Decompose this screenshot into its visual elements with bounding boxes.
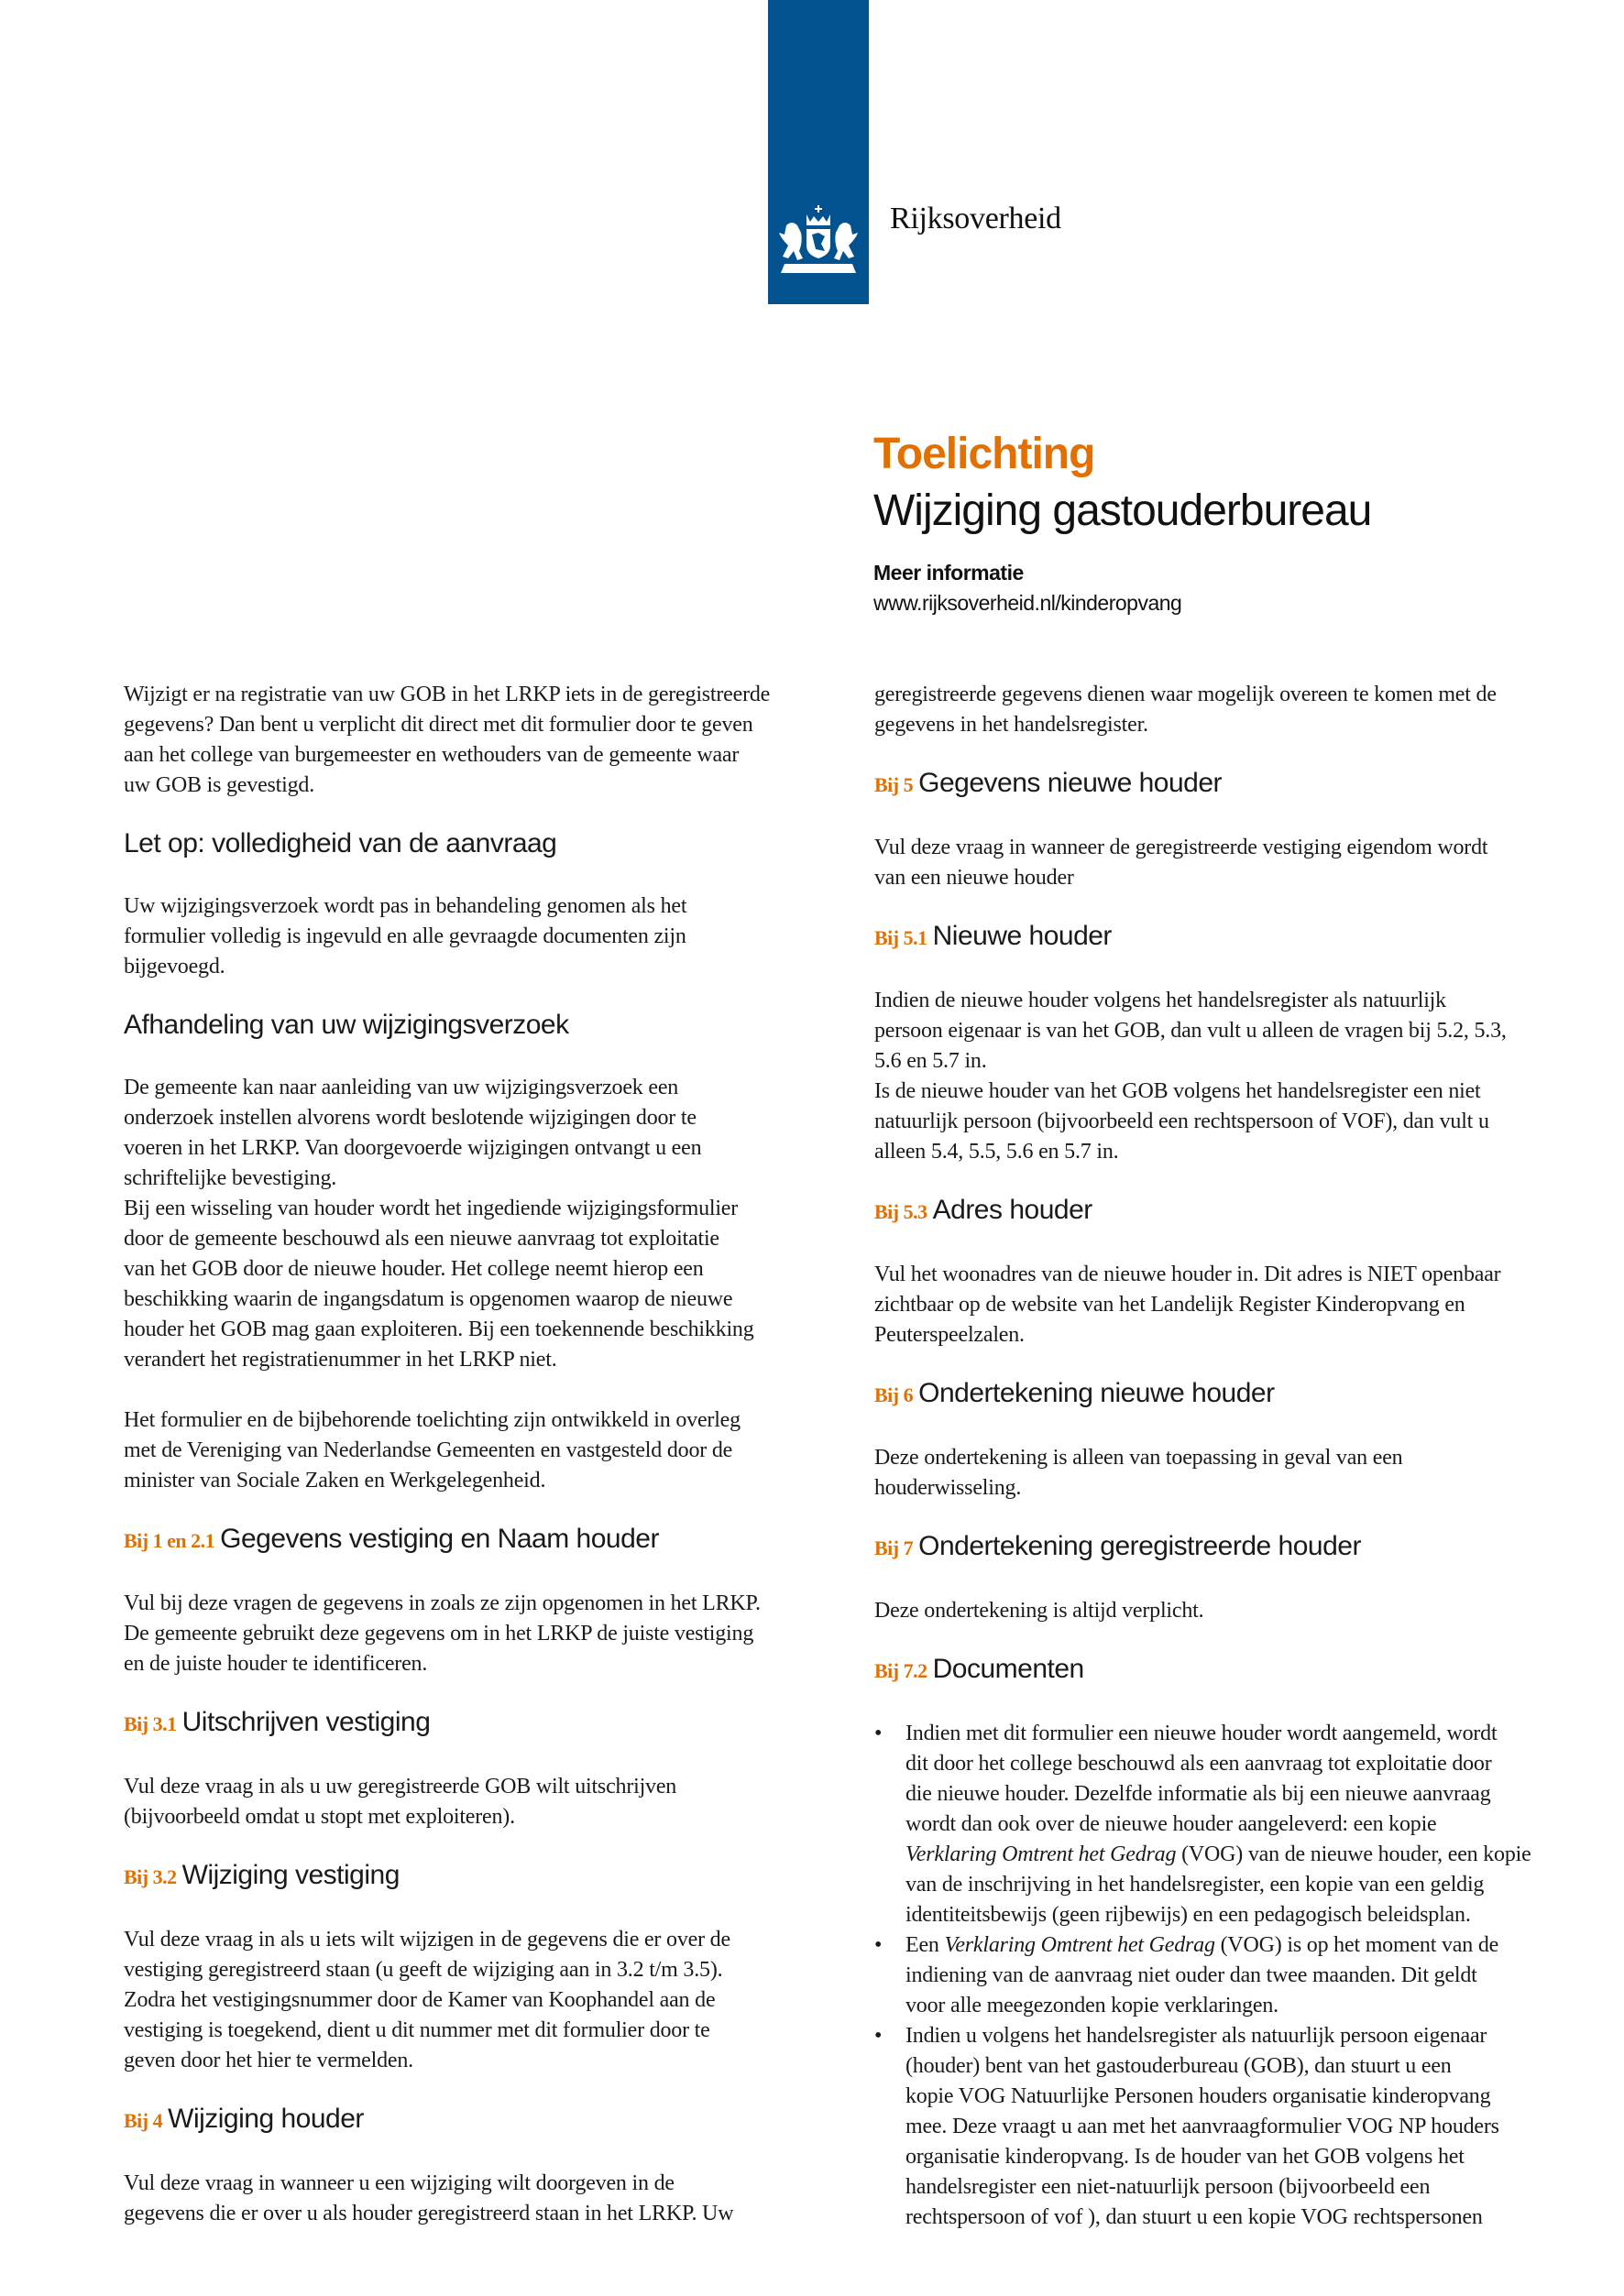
heading-let-op: Let op: volledigheid van de aanvraag: [124, 828, 557, 858]
section-title: Documenten: [932, 1654, 1084, 1684]
list-item-text: (VOG) van de nieuwe houder, een kopie van de inschrijving in het handelsregister, een kopie van een geldig identiteitsbewijs (geen rijbewijs) en een pedagogisch beleidsplan.: [905, 1842, 1531, 1927]
section-title: Ondertekening nieuwe houder: [918, 1378, 1275, 1408]
heading-bij-7: [874, 1526, 1608, 1569]
section-ref: Bij 1 en 2.1: [124, 1529, 215, 1552]
section-text: Vul deze vraag in wanneer u een wijziging wilt doorgeven in de gegevens die er over u als houder geregistreerd staan in het LRKP. Uw: [124, 2171, 734, 2225]
list-item-text: Indien met dit formulier een nieuwe houder wordt aangemeld, wordt dit door het college beschouwd als een aanvraag tot exploitatie door die nieuwe houder. Dezelfde informatie als bij een nieuwe aanvraag wordt dan ook over de nieuwe houder aangeleverd: een kopie: [905, 1722, 1498, 1836]
section-ref: Bij 3.1: [124, 1712, 177, 1735]
section-title: Wijziging houder: [168, 2104, 364, 2134]
right-column: [874, 680, 1608, 2233]
section-ref: Bij 4: [124, 2109, 163, 2132]
section-text: Vul deze vraag in wanneer de geregistreerde vestiging eigendom wordt van een nieuwe houder: [874, 836, 1488, 890]
list-item-text: Indien u volgens het handelsregister als natuurlijk persoon eigenaar (houder) bent van het gastouderbureau (GOB), dan stuurt u een kopie VOG Natuurlijke Personen houders organisatie kinderopvang mee. Deze vraagt u aan met het aanvraagformulier VOG NP houders organisatie kinderopvang. Is de houder van het GOB volgens het handelsregister een niet-natuurlijk persoon (bijvoorbeeld een rechtspersoon of vof ), dan stuurt u een kopie VOG rechtspersonen: [905, 2024, 1499, 2229]
section-ref: Bij 3.2: [124, 1865, 177, 1888]
list-item-text: Een: [905, 1933, 945, 1957]
continued-paragraph: geregistreerde gegevens dienen waar mogelijk overeen te komen met de gegevens in het handelsregister.: [874, 683, 1497, 737]
intro-paragraph: Wijzigt er na registratie van uw GOB in het LRKP iets in de geregistreerde gegevens? Dan bent u verplicht dit direct met dit formulier door te geven aan het college van burgemeester en wethouders van de gemeente waar uw GOB is gevestigd.: [124, 683, 771, 797]
section-title: Gegevens vestiging en Naam houder: [220, 1524, 659, 1554]
brand-name: Rijksoverheid: [890, 202, 1061, 235]
section-title: Nieuwe houder: [932, 921, 1112, 951]
section-text: Vul deze vraag in als u uw geregistreerde GOB wilt uitschrijven (bijvoorbeeld omdat u stopt met exploiteren).: [124, 1775, 677, 1829]
heading-bij-5: [874, 763, 1608, 805]
left-column: [124, 680, 857, 2229]
section-title: Uitschrijven vestiging: [181, 1707, 431, 1737]
section-text: Vul bij deze vragen de gegevens in zoals ze zijn opgenomen in het LRKP. De gemeente gebruikt deze gegevens om in het LRKP de juiste vestiging en de juiste houder te identificeren.: [124, 1591, 761, 1676]
section-ref: Bij 7.2: [874, 1659, 927, 1682]
afhandeling-paragraph-2: Het formulier en de bijbehorende toelichting zijn ontwikkeld in overleg met de Vereniging van Nederlandse Gemeenten en vastgesteld door de minister van Sociale Zaken en Werkgelegenheid.: [124, 1408, 741, 1492]
list-item: [874, 1930, 1608, 2021]
section-title: Ondertekening geregistreerde houder: [918, 1531, 1361, 1561]
coat-of-arms-icon: [775, 205, 861, 279]
section-text: Vul deze vraag in als u iets wilt wijzigen in de gegevens die er over de vestiging geregistreerd staan (u geeft de wijziging aan in 3.2 t/m 3.5). Zodra het vestigingsnummer door de Kamer van Koophandel aan de vestiging is toegekend, dient u dit nummer met dit formulier door te geven door het hier te vermelden.: [124, 1928, 730, 2072]
list-item-italic: Verklaring Omtrent het Gedrag: [905, 1842, 1177, 1866]
section-ref: Bij 7: [874, 1536, 914, 1559]
more-info-url[interactable]: www.rijksoverheid.nl/kinderopvang: [873, 591, 1182, 615]
more-info-label: Meer informatie: [873, 561, 1024, 585]
section-ref: Bij 6: [874, 1383, 914, 1406]
heading-afhandeling: Afhandeling van uw wijzigingsverzoek: [124, 1010, 569, 1040]
heading-bij-3-1: [124, 1702, 857, 1744]
heading-bij-4: [124, 2099, 857, 2141]
section-text: Indien de nieuwe houder volgens het handelsregister als natuurlijk persoon eigenaar is van het GOB, dan vult u alleen de vragen bij 5.2, 5.3, 5.6 en 5.7 in. Is de nieuwe houder van het GOB volgens het handelsregister een niet natuurlijk persoon (bijvoorbeeld een rechtspersoon of VOF), dan vult u alleen 5.4, 5.5, 5.6 en 5.7 in.: [874, 989, 1507, 1164]
section-title: Adres houder: [932, 1195, 1092, 1225]
heading-bij-7-2: [874, 1649, 1608, 1691]
section-text: Vul het woonadres van de nieuwe houder in. Dit adres is NIET openbaar zichtbaar op de website van het Landelijk Register Kinderopvang en Peuterspeelzalen.: [874, 1263, 1501, 1347]
section-text: Deze ondertekening is altijd verplicht.: [874, 1599, 1204, 1623]
section-ref: Bij 5.3: [874, 1200, 927, 1223]
heading-bij-3-2: [124, 1855, 857, 1897]
section-title: Wijziging vestiging: [181, 1860, 400, 1890]
afhandeling-paragraph: De gemeente kan naar aanleiding van uw wijzigingsverzoek een onderzoek instellen alvorens wordt beslotende wijzigingen door te voeren in het LRKP. Van doorgevoerde wijzigingen ontvangt u een schriftelijke bevestiging. Bij een wisseling van houder wordt het ingediende wijzigingsformulier door de gemeente beschouwd als een nieuwe aanvraag tot exploitatie van het GOB door de nieuwe houder. Het college neemt hierop een beschikking waarin de ingangsdatum is opgenomen waarop de nieuwe houder het GOB mag gaan exploiteren. Bij een toekennende beschikking verandert het registratienummer in het LRKP niet.: [124, 1076, 754, 1372]
list-item-text: (VOG) is op het moment van de indiening van de aanvraag niet ouder dan twee maanden. Dit geldt voor alle meegezonden kopie verklaringen.: [905, 1933, 1499, 2017]
list-item: [874, 2021, 1608, 2233]
list-item: [874, 1719, 1608, 1930]
section-text: Deze ondertekening is alleen van toepassing in geval van een houderwisseling.: [874, 1446, 1403, 1500]
document-title: Toelichting: [873, 430, 1095, 478]
heading-bij-1: [124, 1519, 857, 1561]
section-ref: Bij 5.1: [874, 926, 927, 949]
heading-bij-6: [874, 1373, 1608, 1416]
heading-bij-5-3: [874, 1190, 1608, 1232]
document-subtitle: Wijziging gastouderbureau: [873, 487, 1372, 535]
let-op-paragraph: Uw wijzigingsverzoek wordt pas in behandeling genomen als het formulier volledig is ingevuld en alle gevraagde documenten zijn bijgevoegd.: [124, 894, 687, 979]
section-ref: Bij 5: [874, 773, 914, 796]
section-title: Gegevens nieuwe houder: [918, 768, 1223, 798]
list-item-italic: Verklaring Omtrent het Gedrag: [944, 1933, 1215, 1957]
heading-bij-5-1: [874, 916, 1608, 958]
documents-list: [874, 1719, 1608, 2233]
rijksoverheid-logo-bar: [768, 0, 869, 304]
